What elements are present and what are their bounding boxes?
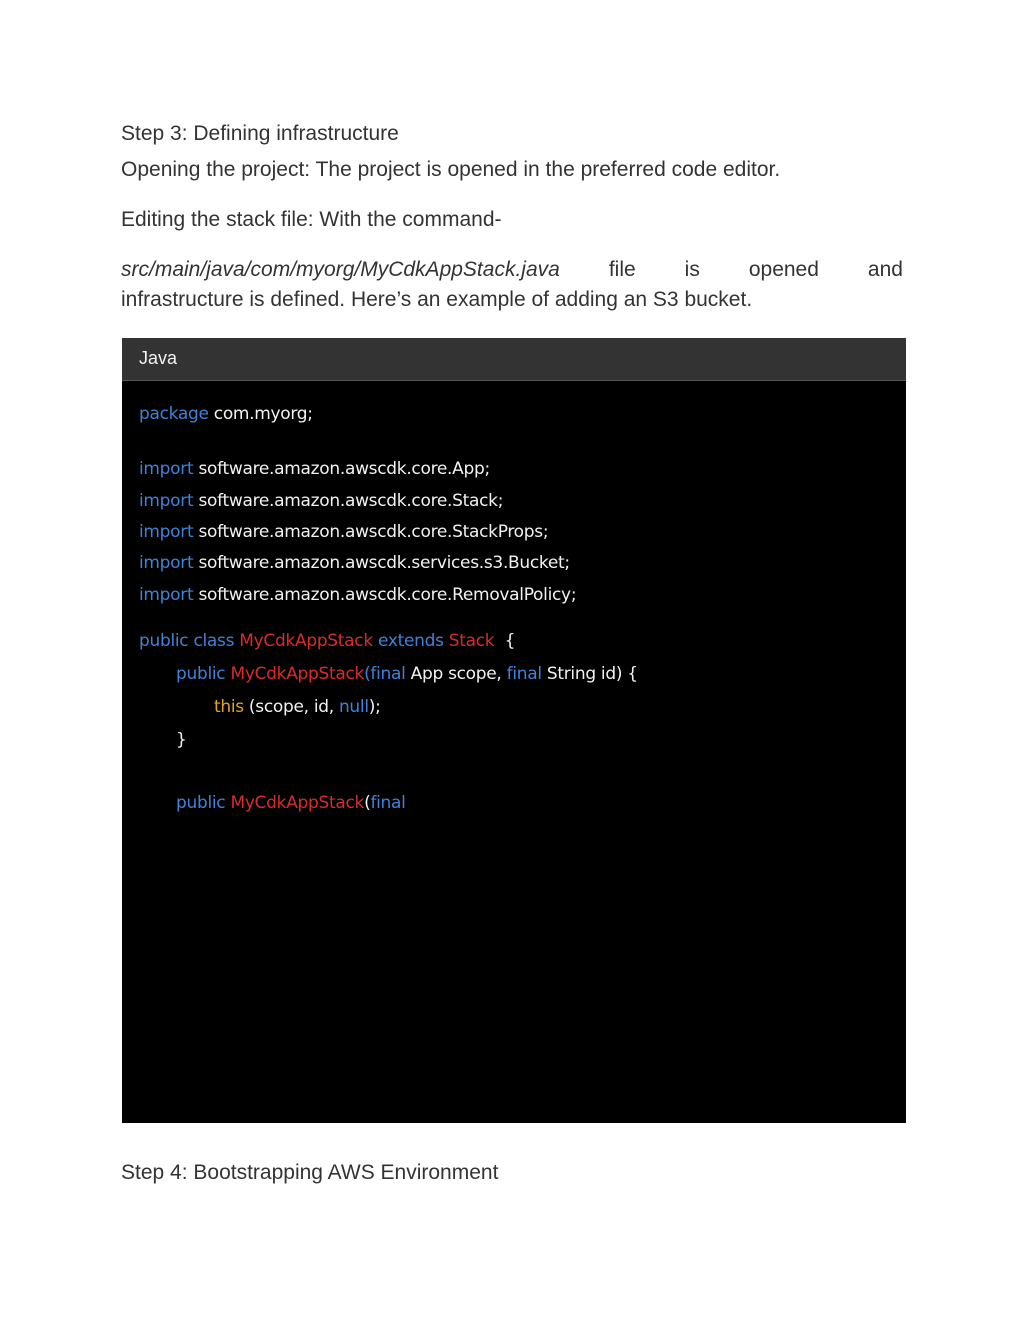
code-line [214, 695, 381, 719]
code-token: this [214, 697, 244, 717]
code-token: package [139, 404, 209, 424]
code-token: public [176, 664, 231, 684]
paragraph-stack-file-path [121, 255, 903, 315]
step4-heading: Step 4: Bootstrapping AWS Environment [121, 1161, 499, 1184]
code-token: { [494, 631, 516, 651]
code-token: final [370, 793, 406, 813]
code-line [176, 662, 638, 686]
code-token: ( [364, 793, 371, 813]
code-token: final [506, 664, 542, 684]
code-token: software.amazon.awscdk.core.RemovalPolicy; [193, 585, 577, 605]
code-token: public class [139, 631, 240, 651]
code-line [139, 629, 515, 653]
code-token: MyCdkAppStack [230, 793, 365, 813]
code-token: } [176, 730, 187, 750]
code-token: software.amazon.awscdk.core.StackProps; [193, 522, 549, 542]
code-token: import [139, 459, 194, 479]
code-language-label: Java [122, 338, 906, 381]
code-block [122, 338, 906, 1123]
code-line [139, 457, 490, 481]
code-token: null [338, 697, 369, 717]
code-line [139, 489, 503, 513]
code-line [176, 728, 187, 752]
code-token: App scope, [405, 664, 507, 684]
code-line [176, 791, 406, 815]
word-file: file [608, 258, 636, 281]
paragraph-editing-stack: Editing the stack file: With the command- [121, 208, 502, 231]
code-token: MyCdkAppStack [239, 631, 373, 651]
code-token: (scope, id, [243, 697, 339, 717]
code-token: Stack [448, 631, 495, 651]
code-token: software.amazon.awscdk.core.App; [193, 459, 490, 479]
paragraph-opening-project: Opening the project: The project is opened in the preferred code editor. [121, 158, 781, 181]
code-line [139, 583, 576, 607]
word-and: and [867, 258, 903, 281]
code-token: import [139, 585, 194, 605]
code-token: extends [372, 631, 449, 651]
code-token: public [176, 793, 231, 813]
paragraph-line-1 [121, 255, 903, 285]
code-token: ); [368, 697, 381, 717]
code-token: String id) { [541, 664, 638, 684]
code-token: software.amazon.awscdk.core.Stack; [193, 491, 504, 511]
code-token: MyCdkAppStack [230, 664, 365, 684]
step3-heading: Step 3: Defining infrastructure [121, 122, 399, 145]
code-line [139, 520, 548, 544]
code-token: software.amazon.awscdk.services.s3.Bucket; [193, 553, 570, 573]
code-line [139, 402, 313, 426]
stack-file-path: src/main/java/com/myorg/MyCdkAppStack.java [121, 258, 560, 281]
code-token: import [139, 522, 194, 542]
code-token: (final [364, 664, 406, 684]
code-token: import [139, 553, 194, 573]
word-is: is [684, 258, 700, 281]
code-line [139, 551, 570, 575]
word-opened: opened [748, 258, 819, 281]
paragraph-line-2: infrastructure is defined. Here’s an example of adding an S3 bucket. [121, 288, 753, 311]
code-token: import [139, 491, 194, 511]
code-token: com.myorg; [208, 404, 313, 424]
